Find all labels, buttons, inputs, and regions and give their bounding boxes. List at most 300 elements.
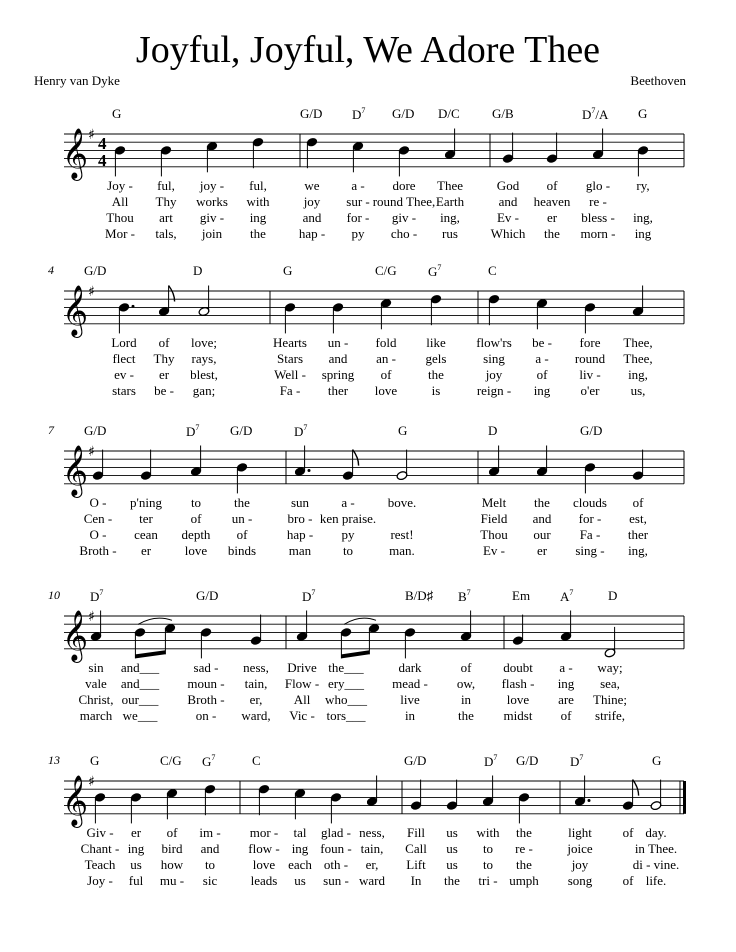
chord-extension: 7 [466, 588, 471, 597]
note-quarter [380, 298, 392, 329]
lyric-syllable: un - [231, 511, 253, 526]
lyric-syllable: er [158, 367, 170, 382]
lyric-syllable: giv - [199, 210, 225, 225]
lyric-syllable: bless - [581, 210, 615, 225]
lyric-syllable: ing, [628, 543, 648, 558]
lyric-syllable: moun - [187, 676, 225, 691]
lyric-syllable: ness, [243, 660, 269, 675]
lyric-syllable: love; [191, 335, 217, 350]
lyric-syllable: Thy [153, 351, 175, 366]
lyric-syllable: midst [503, 708, 533, 723]
lyric-syllable: with [476, 825, 500, 840]
lyric-syllable: an - [376, 351, 396, 366]
note-quarter [114, 145, 126, 176]
lyric-syllable: Broth - [79, 543, 117, 558]
chord-root: C/G [375, 263, 397, 278]
lyric-syllable: the [516, 857, 532, 872]
lyric-syllable: py [351, 226, 365, 241]
lyric-syllable: like [426, 335, 446, 350]
lyric-syllable: glo - [585, 178, 611, 193]
lyric-syllable: Thee [437, 178, 463, 193]
note-quarter [502, 133, 514, 164]
lyricist: Henry van Dyke [34, 73, 120, 88]
chord-extension: 7 [579, 753, 584, 762]
lyric-syllable: ing [249, 210, 267, 225]
note-quarter [140, 450, 152, 481]
lyric-syllable: gan; [192, 383, 216, 398]
chord-root: G/D [516, 753, 539, 768]
lyric-syllable: ing [291, 841, 309, 856]
treble-clef-icon: 𝄞 [62, 285, 89, 336]
lyric-syllable: tain, [360, 841, 384, 856]
lyric-syllable: reign - [476, 383, 512, 398]
lyric-syllable: us [130, 857, 142, 872]
lyric-syllable: how [160, 857, 184, 872]
lyric-syllable: glad - [321, 825, 351, 840]
lyric-syllable: joy [571, 857, 589, 872]
note-quarter [410, 780, 422, 811]
treble-clef-icon: 𝄞 [62, 445, 89, 496]
lyric-syllable: mu - [159, 873, 185, 888]
lyric-syllable: flow - [248, 841, 280, 856]
note-eighth [622, 780, 634, 811]
lyric-syllable: to [482, 857, 494, 872]
chord-root: D [582, 107, 592, 122]
lyric-syllable: er [140, 543, 152, 558]
key-signature-sharp-icon: ♯ [88, 127, 95, 143]
lyric-syllable: All [111, 194, 129, 209]
chord-root: D [294, 424, 304, 439]
lyric-syllable: cean [134, 527, 158, 542]
lyric-syllable: ing, [440, 210, 460, 225]
note-quarter [518, 792, 530, 823]
lyric-syllable: of [622, 825, 634, 840]
chord-extension: 7 [211, 753, 216, 762]
note-quarter [332, 302, 344, 333]
note-quarter [296, 611, 308, 642]
treble-clef-icon: 𝄞 [62, 128, 89, 179]
note-quarter [398, 145, 410, 176]
note-quarter [430, 294, 442, 325]
note-quarter [536, 446, 548, 477]
lyric-syllable: bove. [387, 495, 417, 510]
lyric-syllable: Vic - [289, 708, 315, 723]
note-quarter [404, 627, 416, 658]
note-quarter [284, 302, 296, 333]
lyric-syllable: of [460, 660, 472, 675]
chord-root: G [112, 106, 122, 121]
lyric-syllable: In [410, 873, 422, 888]
lyric-syllable: Flow - [284, 676, 320, 691]
chord-root: G/D [300, 106, 323, 121]
lyric-syllable: mead - [392, 676, 428, 691]
lyric-syllable: and [200, 841, 220, 856]
lyric-syllable: of [546, 178, 558, 193]
key-signature-sharp-icon: ♯ [88, 444, 95, 460]
chord-bass: /A [595, 107, 609, 122]
lyric-syllable: sun - [323, 873, 349, 888]
lyric-syllable: to [190, 495, 202, 510]
note-quarter [446, 780, 458, 811]
lyric-syllable: Thy [155, 194, 177, 209]
lyric-syllable: ing [634, 226, 652, 241]
system-5 [0, 755, 736, 930]
beam [341, 650, 369, 658]
lyric-syllable: our [533, 527, 551, 542]
lyric-syllable: bird [161, 841, 183, 856]
system-2 [0, 265, 736, 440]
lyric-syllable: spring [321, 367, 355, 382]
system-4 [0, 590, 736, 765]
lyric-syllable: Fa - [579, 527, 601, 542]
lyric-syllable: for - [346, 210, 370, 225]
lyric-syllable: bro - [287, 511, 313, 526]
lyric-syllable: a - [351, 178, 365, 193]
lyric-syllable: flow'rs [476, 335, 512, 350]
note-quarter [574, 776, 590, 807]
lyric-syllable: a - [341, 495, 355, 510]
lyric-syllable: to [342, 543, 354, 558]
system-1 [0, 108, 736, 283]
treble-clef-icon: 𝄞 [62, 610, 89, 661]
lyric-syllable: giv - [391, 210, 417, 225]
chord-root: D [302, 589, 312, 604]
chord-root: D [90, 589, 100, 604]
lyric-syllable: strife, [595, 708, 625, 723]
lyric-syllable: Ev - [482, 543, 506, 558]
lyric-syllable: ing, [628, 367, 648, 382]
lyric-syllable: sun [290, 495, 310, 510]
lyric-syllable: be - [532, 335, 552, 350]
lyric-syllable: the [250, 226, 266, 241]
lyric-syllable: the [458, 708, 474, 723]
lyric-syllable: who___ [325, 692, 367, 707]
note-quarter [444, 129, 456, 160]
note-half [396, 450, 408, 481]
lyric-syllable: us [294, 873, 306, 888]
lyric-syllable: Joy - [107, 178, 133, 193]
lyric-syllable: py [341, 527, 355, 542]
lyric-syllable: ing, [633, 210, 653, 225]
measure-number: 7 [48, 423, 54, 437]
lyric-syllable: day. [645, 825, 667, 840]
lyric-syllable: est, [629, 511, 647, 526]
lyric-syllable: O - [89, 495, 107, 510]
lyric-syllable: Thine; [593, 692, 627, 707]
chord-root: G [202, 754, 212, 769]
lyric-syllable: be - [154, 383, 174, 398]
lyric-syllable: in Thee. [634, 841, 678, 856]
lyric-syllable: and [532, 511, 552, 526]
lyric-syllable: Fill [406, 825, 426, 840]
lyric-syllable: rest! [390, 527, 414, 542]
note-quarter [250, 615, 262, 646]
lyric-syllable: binds [227, 543, 257, 558]
chord-root: D [484, 754, 494, 769]
lyric-syllable: our___ [121, 692, 159, 707]
lyric-syllable: to [204, 857, 216, 872]
lyric-syllable: of [236, 527, 248, 542]
lyric-syllable: joy - [199, 178, 225, 193]
chord-root: G/D [84, 423, 107, 438]
lyric-syllable: ing [127, 841, 145, 856]
lyric-syllable: sin [88, 660, 104, 675]
lyric-syllable: of [632, 495, 644, 510]
note-quarter [166, 788, 178, 819]
lyric-syllable: Lift [406, 857, 426, 872]
lyric-syllable: flash - [501, 676, 535, 691]
lyric-syllable: and___ [120, 676, 160, 691]
lyric-syllable: ness, [359, 825, 385, 840]
lyric-syllable: Cen - [83, 511, 113, 526]
note-quarter [306, 137, 318, 168]
lyric-syllable: Thou [106, 210, 134, 225]
chord-root: G [428, 264, 438, 279]
note-quarter [294, 788, 306, 819]
lyric-syllable: of [622, 873, 634, 888]
lyric-syllable: are [558, 692, 574, 707]
note-quarter [352, 141, 364, 172]
lyric-syllable: p'ning [130, 495, 162, 510]
lyric-syllable: sad - [193, 660, 219, 675]
lyric-syllable: and [498, 194, 518, 209]
chord-root: D [352, 107, 362, 122]
page-title: Joyful, Joyful, We Adore Thee [135, 29, 601, 71]
lyric-syllable: we [304, 178, 320, 193]
lyric-syllable: Ev - [496, 210, 520, 225]
lyric-syllable: a - [559, 660, 573, 675]
lyric-syllable: er, [365, 857, 379, 872]
lyric-syllable: song [567, 873, 593, 888]
lyric-syllable: is [431, 383, 441, 398]
lyric-syllable: doubt [503, 660, 533, 675]
lyric-syllable: and [328, 351, 348, 366]
lyric-syllable: God [496, 178, 520, 193]
chord-root: Em [512, 588, 531, 603]
lyric-syllable: ther [327, 383, 349, 398]
lyric-syllable: ward [359, 873, 385, 888]
lyric-syllable: blest, [190, 367, 218, 382]
lyric-syllable: love [506, 692, 530, 707]
flag [353, 450, 359, 466]
lyric-syllable: Hearts [273, 335, 307, 350]
lyric-syllable: Earth [435, 194, 465, 209]
note-half [604, 627, 616, 658]
lyric-syllable: Call [405, 841, 427, 856]
lyric-syllable: flect [112, 351, 136, 366]
chord-root: G [283, 263, 293, 278]
note-half [198, 286, 210, 317]
lyric-syllable: we___ [122, 708, 158, 723]
lyric-syllable: the [234, 495, 250, 510]
lyric-syllable: liv - [579, 367, 601, 382]
lyric-syllable: All [293, 692, 311, 707]
lyric-syllable: oth - [323, 857, 349, 872]
lyric-syllable: with [246, 194, 270, 209]
lyric-syllable: Chant - [80, 841, 120, 856]
chord-root: G/D [196, 588, 219, 603]
slur [138, 618, 172, 624]
lyric-syllable: dore [392, 178, 416, 193]
chord-extension: 7 [99, 588, 104, 597]
lyric-syllable: Mor - [105, 226, 135, 241]
lyric-syllable: leads [250, 873, 278, 888]
note-quarter [632, 286, 644, 317]
lyric-syllable: sing - [575, 543, 605, 558]
lyric-syllable: in [404, 708, 416, 723]
lyric-syllable: ry, [636, 178, 650, 193]
lyric-syllable: each [288, 857, 312, 872]
note-quarter [94, 792, 106, 823]
lyric-syllable: un - [327, 335, 349, 350]
time-signature-top: 4 [98, 134, 107, 153]
note-quarter [488, 446, 500, 477]
lyric-syllable: re - [515, 841, 533, 856]
lyric-syllable: ing [533, 383, 551, 398]
measure-number: 4 [48, 263, 54, 277]
staff [0, 265, 736, 335]
staff [0, 108, 736, 178]
lyric-syllable: sur - [346, 194, 370, 209]
note-quarter [252, 137, 264, 168]
lyric-syllable: o'er [580, 383, 600, 398]
lyric-syllable: love [252, 857, 276, 872]
lyric-syllable: cho - [390, 226, 418, 241]
staff [0, 425, 736, 495]
chord-root: G/D [230, 423, 253, 438]
chord-root: C/G [160, 753, 182, 768]
lyric-syllable: Teach [84, 857, 116, 872]
chord-extension: 7 [493, 753, 498, 762]
lyric-syllable: life. [645, 873, 667, 888]
chord-root: G/B [492, 106, 514, 121]
note-quarter [366, 776, 378, 807]
note-eighth [342, 450, 354, 481]
lyric-syllable: live [400, 692, 420, 707]
lyric-syllable: march [79, 708, 113, 723]
beam [135, 650, 165, 658]
lyric-syllable: Fa - [279, 383, 301, 398]
lyric-syllable: sic [202, 873, 218, 888]
chord-root: G [398, 423, 408, 438]
lyric-syllable: works [196, 194, 228, 209]
lyric-syllable: us [446, 841, 458, 856]
note-quarter [488, 294, 500, 325]
lyric-syllable: dark [398, 660, 422, 675]
lyric-syllable: tors___ [326, 708, 366, 723]
lyric-syllable: clouds [573, 495, 607, 510]
lyric-syllable: Stars [277, 351, 303, 366]
lyric-syllable: im - [199, 825, 221, 840]
lyric-syllable: Broth - [187, 692, 225, 707]
lyric-syllable: tri - [478, 873, 498, 888]
lyric-syllable: foun - [320, 841, 352, 856]
note-quarter [160, 145, 172, 176]
lyric-syllable: depth [181, 527, 211, 542]
note-quarter [190, 446, 202, 477]
note-quarter [330, 792, 342, 823]
lyric-syllable: fore [579, 335, 601, 350]
lyric-syllable: joy [303, 194, 321, 209]
flag [633, 780, 639, 796]
lyric-syllable: round Thee, [372, 194, 436, 209]
lyric-syllable: hap - [298, 226, 326, 241]
lyric-syllable: ful, [157, 178, 175, 193]
lyric-syllable: us [446, 825, 458, 840]
lyric-syllable: Lord [111, 335, 137, 350]
lyric-syllable: love [374, 383, 398, 398]
chord-root: D/C [438, 106, 460, 121]
lyric-syllable: sing [483, 351, 505, 366]
lyric-syllable: round [574, 351, 606, 366]
lyric-syllable: the [534, 495, 550, 510]
final-barline-thick [683, 781, 686, 814]
lyric-syllable: art [159, 210, 173, 225]
lyric-syllable: Thee, [623, 351, 653, 366]
composer: Beethoven [630, 73, 686, 88]
chord-root: D [570, 754, 580, 769]
lyric-syllable: tals, [155, 226, 177, 241]
lyric-syllable: of [536, 367, 548, 382]
lyric-syllable: gels [425, 351, 447, 366]
chord-root: B/D♯ [405, 588, 434, 603]
lyric-syllable: morn - [580, 226, 616, 241]
note-quarter [460, 611, 472, 642]
note-quarter [482, 776, 494, 807]
lyric-syllable: ful [128, 873, 144, 888]
lyric-syllable: love [184, 543, 208, 558]
lyric-syllable: man [288, 543, 312, 558]
lyric-syllable: umph [509, 873, 539, 888]
lyric-syllable: Drive [287, 660, 317, 675]
lyric-syllable: er [536, 543, 548, 558]
note-quarter [512, 615, 524, 646]
lyric-syllable: di - vine. [632, 857, 680, 872]
lyric-syllable: ing [557, 676, 575, 691]
note-quarter [592, 129, 604, 160]
lyric-syllable: rays, [191, 351, 217, 366]
chord-root: G/D [84, 263, 107, 278]
lyric-syllable: the [544, 226, 560, 241]
lyric-syllable: and [302, 210, 322, 225]
key-signature-sharp-icon: ♯ [88, 609, 95, 625]
note-quarter [294, 446, 310, 477]
chord-root: A [560, 589, 570, 604]
chord-root: D [488, 423, 498, 438]
lyric-syllable: of [190, 511, 202, 526]
lyric-syllable: ken praise. [319, 511, 377, 526]
treble-clef-icon: 𝄞 [62, 775, 89, 826]
lyric-syllable: mor - [249, 825, 279, 840]
note-quarter [632, 450, 644, 481]
dot [308, 469, 311, 472]
lyric-syllable: sea, [600, 676, 620, 691]
lyric-syllable: tal [293, 825, 307, 840]
lyric-syllable: join [201, 226, 223, 241]
lyric-syllable: ther [627, 527, 649, 542]
chord-extension: 7 [437, 263, 442, 272]
note-quarter [130, 792, 142, 823]
chord-extension: 7 [569, 588, 574, 597]
note-quarter [584, 462, 596, 493]
lyric-syllable: er [546, 210, 558, 225]
chord-extension: 7 [303, 423, 308, 432]
chord-root: G [638, 106, 648, 121]
note-quarter [200, 627, 212, 658]
chord-root: G/D [580, 423, 603, 438]
note-quarter [118, 302, 134, 333]
lyric-syllable: the___ [328, 660, 364, 675]
